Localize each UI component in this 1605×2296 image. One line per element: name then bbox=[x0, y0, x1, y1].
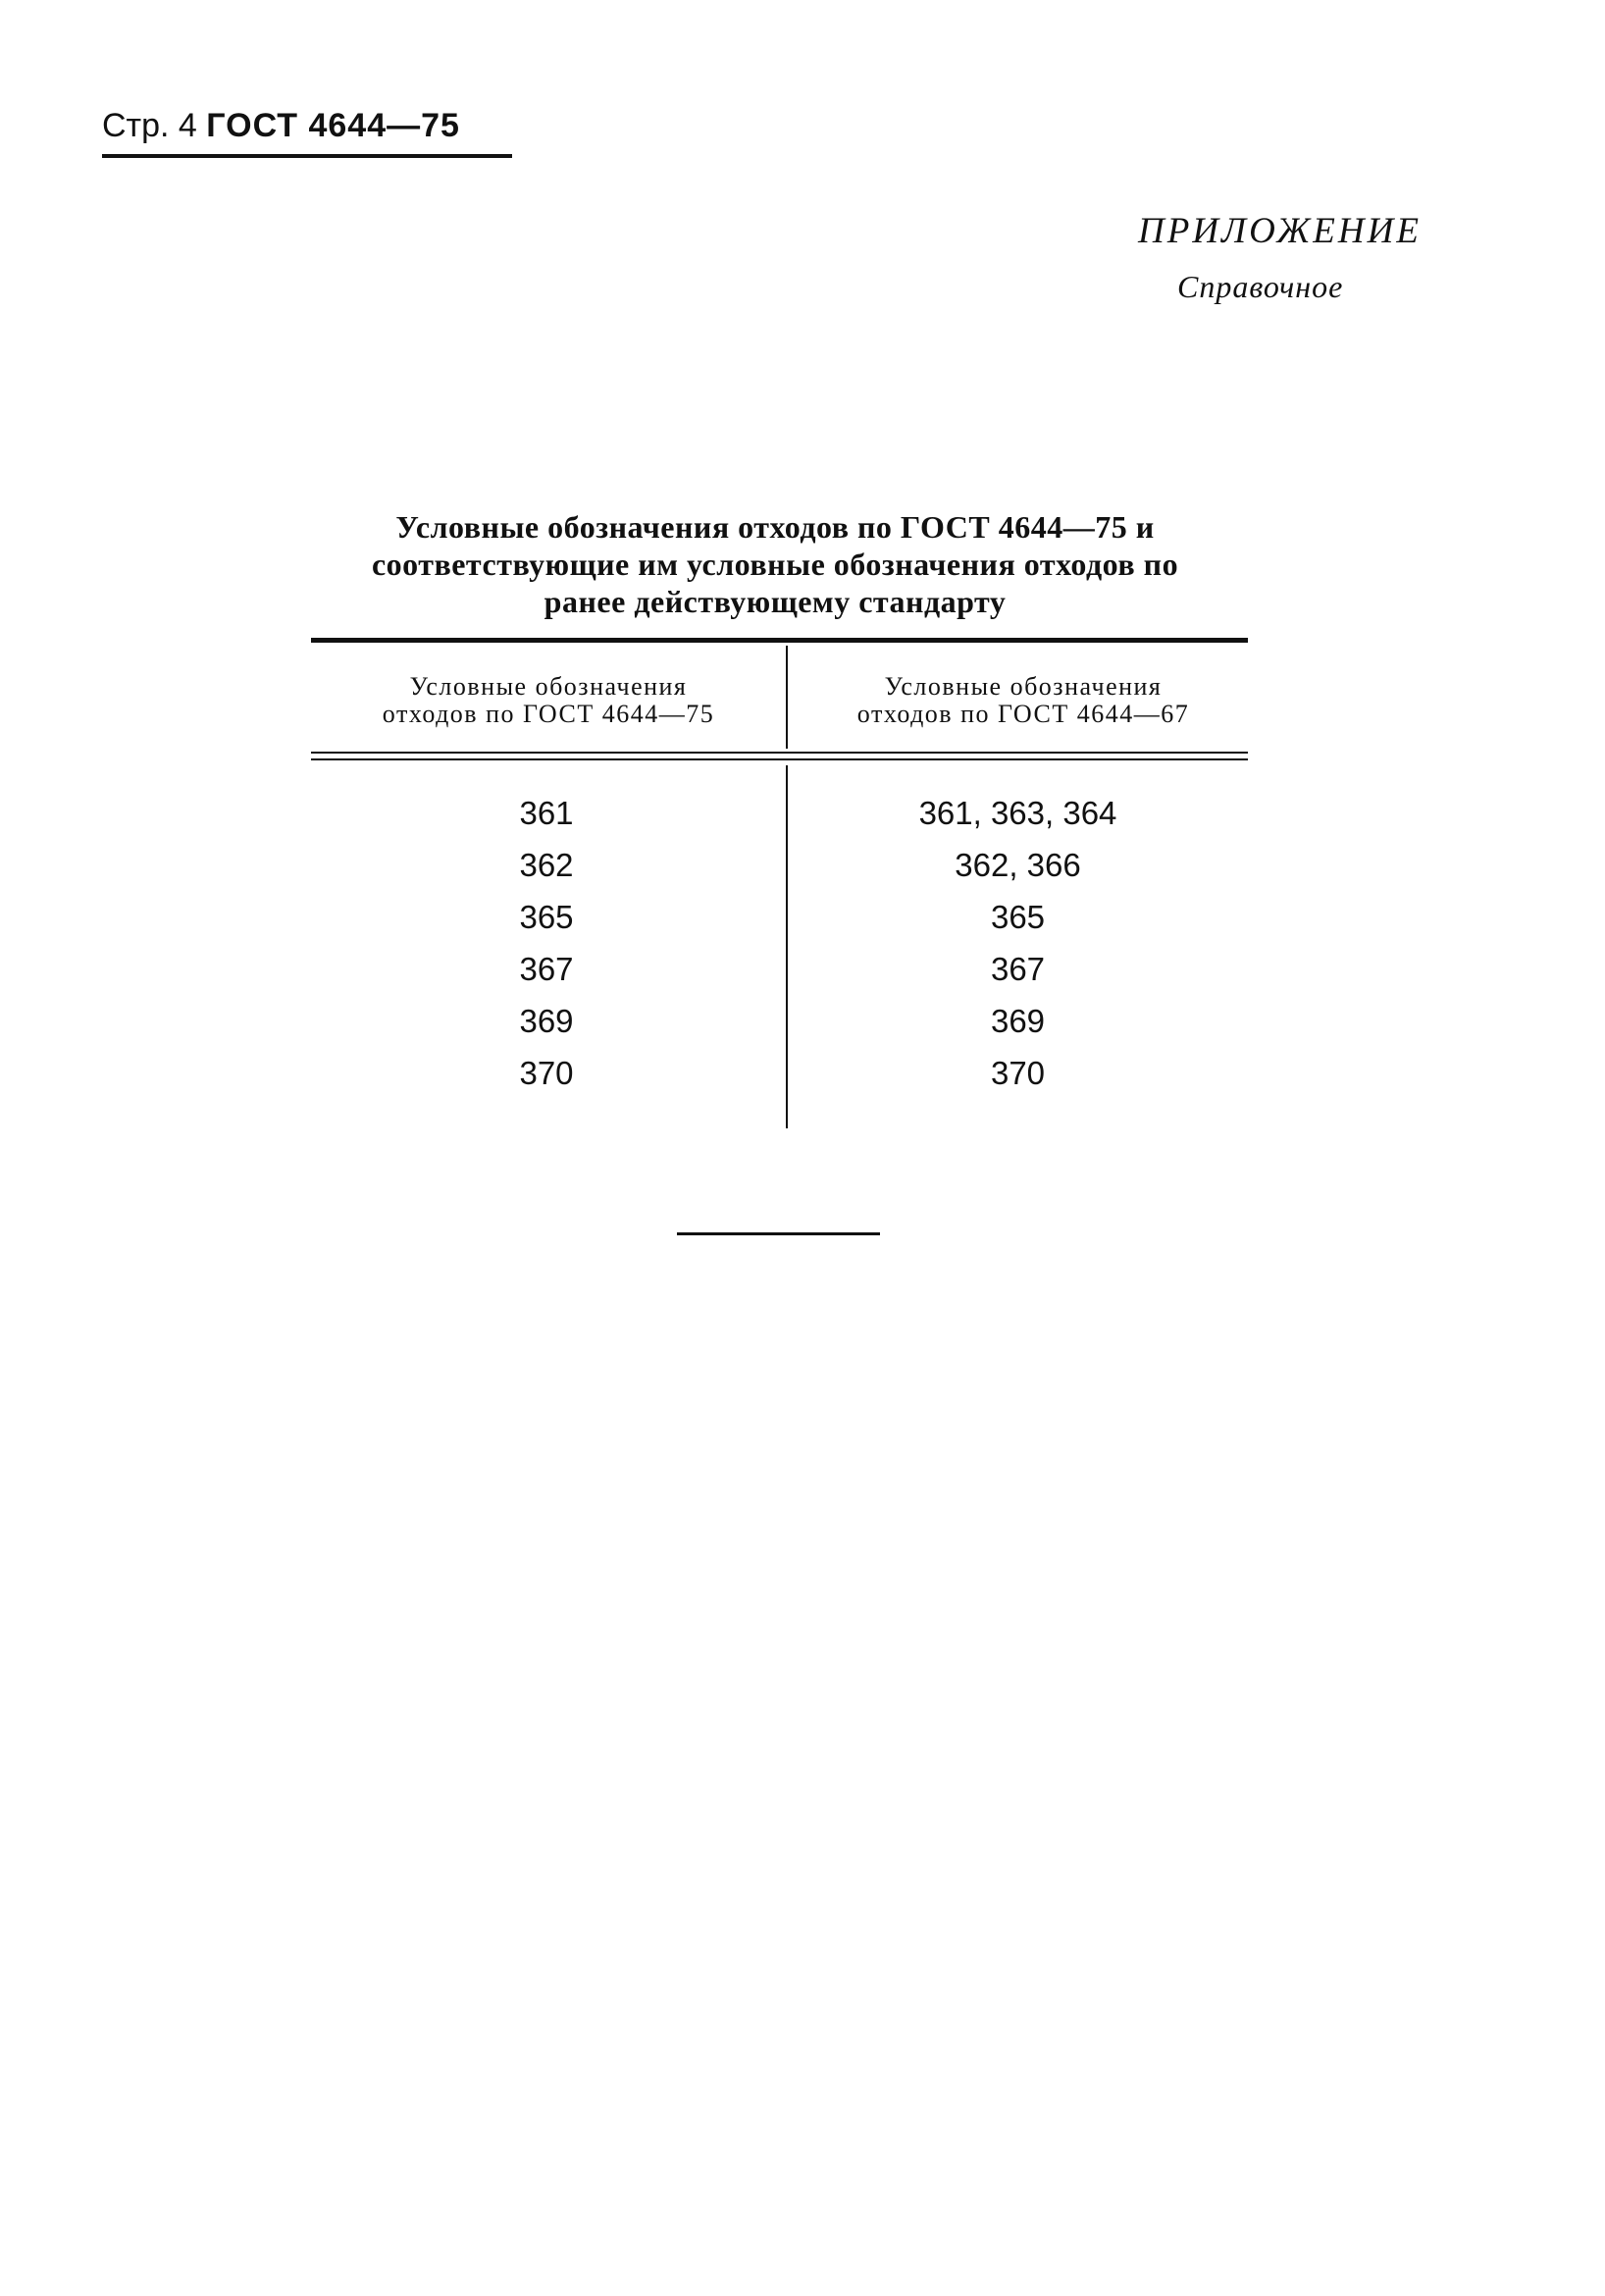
table-cell: 367 bbox=[990, 951, 1046, 987]
table-cell: 367 bbox=[519, 951, 574, 987]
table-cell: 369 bbox=[990, 1003, 1046, 1039]
header-double-rule-upper bbox=[311, 752, 1248, 754]
end-of-document-rule bbox=[677, 1232, 880, 1235]
table-caption bbox=[294, 508, 1256, 620]
table-top-rule bbox=[311, 638, 1248, 643]
page-number-label: Стр. 4 bbox=[102, 107, 197, 144]
table-cell: 365 bbox=[519, 899, 574, 935]
header-rule bbox=[102, 154, 512, 158]
column-gost-4644-67 bbox=[788, 787, 1248, 1099]
table-cell: 369 bbox=[519, 1003, 574, 1039]
column-gost-4644-75 bbox=[311, 787, 782, 1099]
running-header bbox=[102, 106, 460, 145]
appendix-title: ПРИЛОЖЕНИЕ bbox=[1138, 211, 1422, 251]
table-cell: 361, 363, 364 bbox=[918, 795, 1117, 831]
column-header-gost-4644-67 bbox=[807, 673, 1239, 728]
table-cell: 361 bbox=[519, 795, 574, 831]
table-cell: 365 bbox=[990, 899, 1046, 935]
table-caption-line: Условные обозначения отходов по ГОСТ 4644—75 и bbox=[395, 509, 1155, 545]
column-header-line: Условные обозначения bbox=[409, 672, 688, 701]
column-header-gost-4644-75 bbox=[333, 673, 764, 728]
table-cell: 370 bbox=[519, 1055, 574, 1091]
column-header-line: Условные обозначения bbox=[884, 672, 1163, 701]
header-column-divider bbox=[786, 646, 788, 749]
designation-table bbox=[311, 638, 1248, 1128]
table-cell: 362 bbox=[519, 847, 574, 883]
column-header-line: отходов по ГОСТ 4644—75 bbox=[382, 700, 715, 728]
appendix-subtitle: Справочное bbox=[1177, 269, 1344, 304]
column-header-line: отходов по ГОСТ 4644—67 bbox=[856, 700, 1190, 728]
table-caption-line: соответствующие им условные обозначения отходов по bbox=[371, 547, 1179, 582]
header-double-rule-lower bbox=[311, 758, 1248, 760]
document-code: ГОСТ 4644—75 bbox=[206, 107, 460, 144]
table-caption-line: ранее действующему стандарту bbox=[544, 584, 1007, 619]
table-cell: 362, 366 bbox=[955, 847, 1081, 883]
table-cell: 370 bbox=[990, 1055, 1046, 1091]
